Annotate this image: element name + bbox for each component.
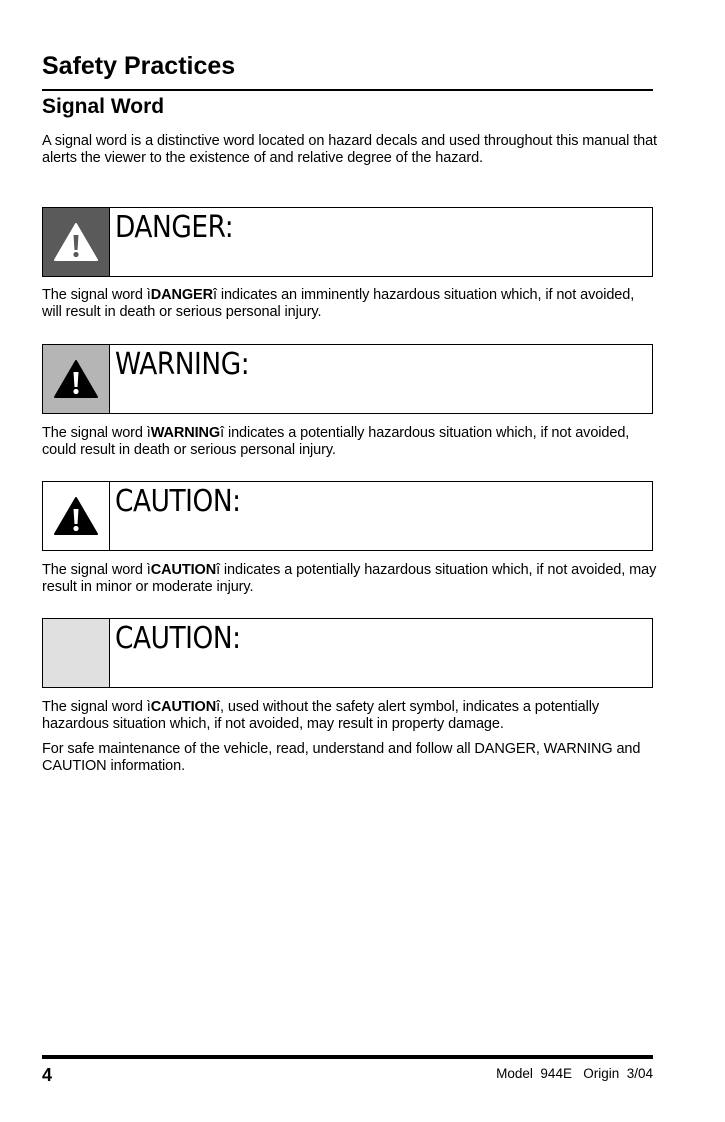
danger-signal-word: DANGER:	[115, 210, 234, 245]
caution-signal-word: CAUTION:	[115, 484, 241, 519]
danger-description: The signal word ìDANGERî indicates an imminently hazardous situation which, if not avoided, will result in death or serious personal injury.	[42, 287, 635, 320]
caution-no-symbol-callout	[42, 618, 653, 688]
page-number: 4	[42, 1065, 53, 1085]
warning-icon-box	[43, 345, 110, 413]
page-title: Safety Practices	[42, 52, 236, 80]
footer-rule	[42, 1055, 653, 1059]
title-rule	[42, 89, 653, 91]
danger-callout	[42, 207, 653, 277]
footer-model-info: Model 944E Origin 3/04	[496, 1066, 653, 1081]
section-title: Signal Word	[42, 95, 165, 118]
closing-paragraph: For safe maintenance of the vehicle, read, understand and follow all DANGER, WARNING and CAUTION information.	[42, 741, 641, 774]
intro-paragraph: A signal word is a distinctive word located on hazard decals and used throughout this manual that alerts the viewer to the existence of and relative degree of the hazard.	[42, 133, 657, 166]
warning-triangle-icon	[53, 359, 99, 399]
caution-no-symbol-signal-word: CAUTION:	[115, 621, 241, 656]
caution-no-symbol-description: The signal word ìCAUTIONî, used without the safety alert symbol, indicates a potentially hazardous situation which, if not avoided, may result in property damage.	[42, 699, 599, 732]
warning-callout	[42, 344, 653, 414]
warning-triangle-icon	[53, 222, 99, 262]
danger-icon-box	[43, 208, 110, 276]
caution-icon-box	[43, 482, 110, 550]
warning-triangle-icon	[53, 496, 99, 536]
warning-description: The signal word ìWARNINGî indicates a potentially hazardous situation which, if not avoided, could result in death or serious personal injury.	[42, 425, 630, 458]
warning-signal-word: WARNING:	[115, 347, 250, 382]
caution-description: The signal word ìCAUTIONî indicates a potentially hazardous situation which, if not avoided, may result in minor or moderate injury.	[42, 562, 657, 595]
caution-callout	[42, 481, 653, 551]
caution-blank-icon-box	[43, 619, 110, 687]
